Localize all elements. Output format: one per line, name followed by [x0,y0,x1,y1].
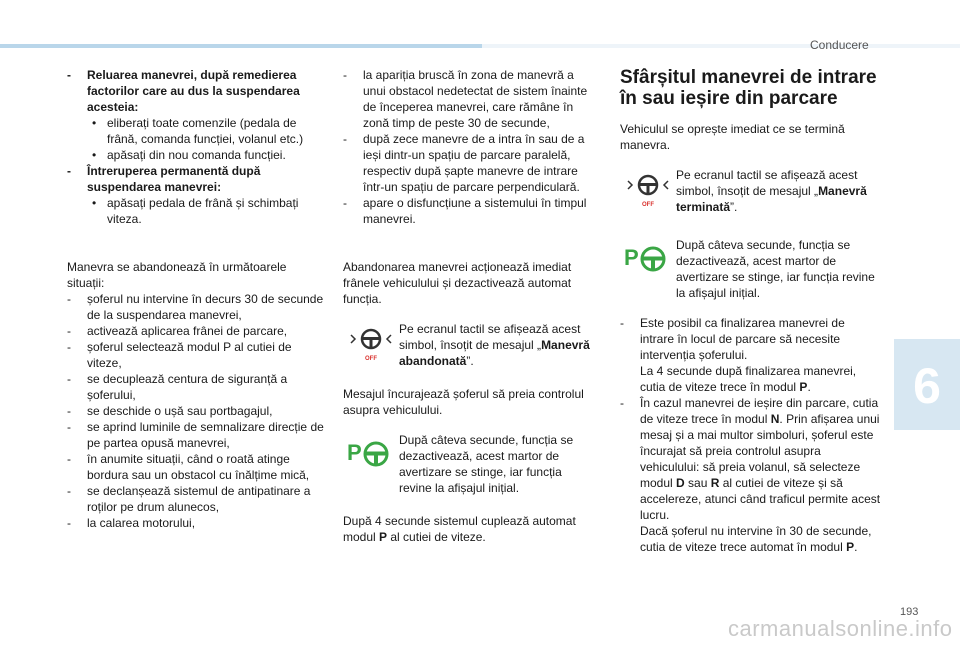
section-title: Conducere [810,38,869,52]
abandon-item: - la calarea motorului, [67,515,327,531]
finished-message-text: Pe ecranul tactil se afișează acest simbol, însoțit de mesajul „Manevră terminată”. [676,168,867,214]
abandon-item: - se deschide o ușă sau portbagajul, [67,403,327,419]
header-bar [0,44,482,48]
section-heading: Sfârșitul manevrei de intrare în sau ieșire din parcare [620,67,877,109]
stop-item: • apăsați pedala de frână și schimbați viteza. [87,195,327,227]
abandon-item: - se declanșează sistemul de antipatinare a roților pe drum alunecos, [67,483,327,515]
lamp-row [343,432,595,496]
abandon-item: - șoferul nu intervine în decurs 30 de secunde de la suspendarea manevrei, [67,291,327,323]
abandon-item: - se decuplează centura de siguranță a șoferului, [67,371,327,403]
brake-text: Abandonarea manevrei acționează imediat frânele vehiculului și dezactivează automat funcția. [343,260,572,306]
watermark: carmanualsonline.info [728,616,953,641]
lamp-text: După câteva secunde, funcția se dezactivează, acest martor de avertizare se stinge, iar funcția revine la afișajul inițial. [399,433,574,495]
abandon-item: - se aprind luminile de semnalizare direcție de pe partea opusă manevrei, [67,419,327,451]
chapter-tab [894,339,960,430]
stop-title: - Întreruperea permanentă după suspendarea manevrei: [67,163,327,195]
note-item: - În cazul manevrei de ieșire din parcare, cutia de viteze trece în modul N. Prin afișarea unui mesaj și a mai multor simboluri, șoferul este încurajat să preia controlul asupra vehiculului: să preia volanul, să selecteze modul D sau R al cutiei de viteze și să accelereze, atunci când traficul permite acest lucru. Dacă șoferul nu intervine în 30 de secunde, cutia de viteze trece automat în modul P. [620,395,882,555]
steering-off-icon [620,167,676,211]
abandon-item: - după zece manevre de a intra în sau de a ieși dintr-un spațiu de parcare paralelă, respectiv după șapte manevre de intrare într-un spațiu de parcare perpendiculară. [343,131,595,195]
p-steering-lamp-icon [343,432,399,476]
stop-text: Vehiculul se oprește imediat ce se termină manevra. [620,122,845,152]
abandon-message-text: Pe ecranul tactil se afișează acest simbol, însoțit de mesajul „Manevră abandonată”. [399,322,590,368]
p-steering-lamp-icon [620,237,676,281]
abandon-intro: Manevra se abandonează în următoarele situații: [67,260,287,290]
resume-title: - Reluarea manevrei, după remedierea factorilor care au dus la suspendarea acesteia: [67,67,327,115]
p-letter: P [624,245,639,270]
column-2 [343,67,595,545]
chapter-number: 6 [913,358,941,414]
header-bar-right [482,44,960,48]
column-3 [620,67,882,555]
lamp-text: După câteva secunde, funcția se dezactivează, acest martor de avertizare se stinge, iar funcția revine la afișajul inițial. [676,238,875,300]
encourage-text: Mesajul încurajează șoferul să preia controlul asupra vehiculului. [343,387,584,417]
abandon-item: - în anumite situații, când o roată atinge bordura sau un obstacol cu înălțime mică, [67,451,327,483]
resume-item: • eliberați toate comenzile (pedala de frână, comanda funcției, volanul etc.) [87,115,327,147]
page-number: 193 [900,606,919,618]
off-label: OFF [365,356,377,362]
abandon-item: - apare o disfuncțiune a sistemului în timpul manevrei. [343,195,595,227]
abandon-message-row [343,321,595,369]
engage-text: După 4 secunde sistemul cuplează automat modul P al cutiei de viteze. [343,514,576,544]
abandon-item: - activează aplicarea frânei de parcare, [67,323,327,339]
off-label: OFF [642,202,654,208]
lamp-row [620,237,882,301]
column-1 [67,67,327,531]
steering-off-icon [343,321,399,365]
abandon-item: - șoferul selectează modul P al cutiei de viteze, [67,339,327,371]
finished-message-row [620,167,882,215]
p-letter: P [347,440,362,465]
resume-item: • apăsați din nou comanda funcției. [87,147,327,163]
abandon-item: - la apariția bruscă în zona de manevră a unui obstacol nedetectat de sistem înainte de începerea manevrei, care rămâne în zonă timp de peste 30 de secunde, [343,67,595,131]
note-item: - Este posibil ca finalizarea manevrei de intrare în locul de parcare să necesite intervenția șoferului. La 4 secunde după finalizarea manevrei, cutia de viteze trece în modul P. [620,315,882,395]
